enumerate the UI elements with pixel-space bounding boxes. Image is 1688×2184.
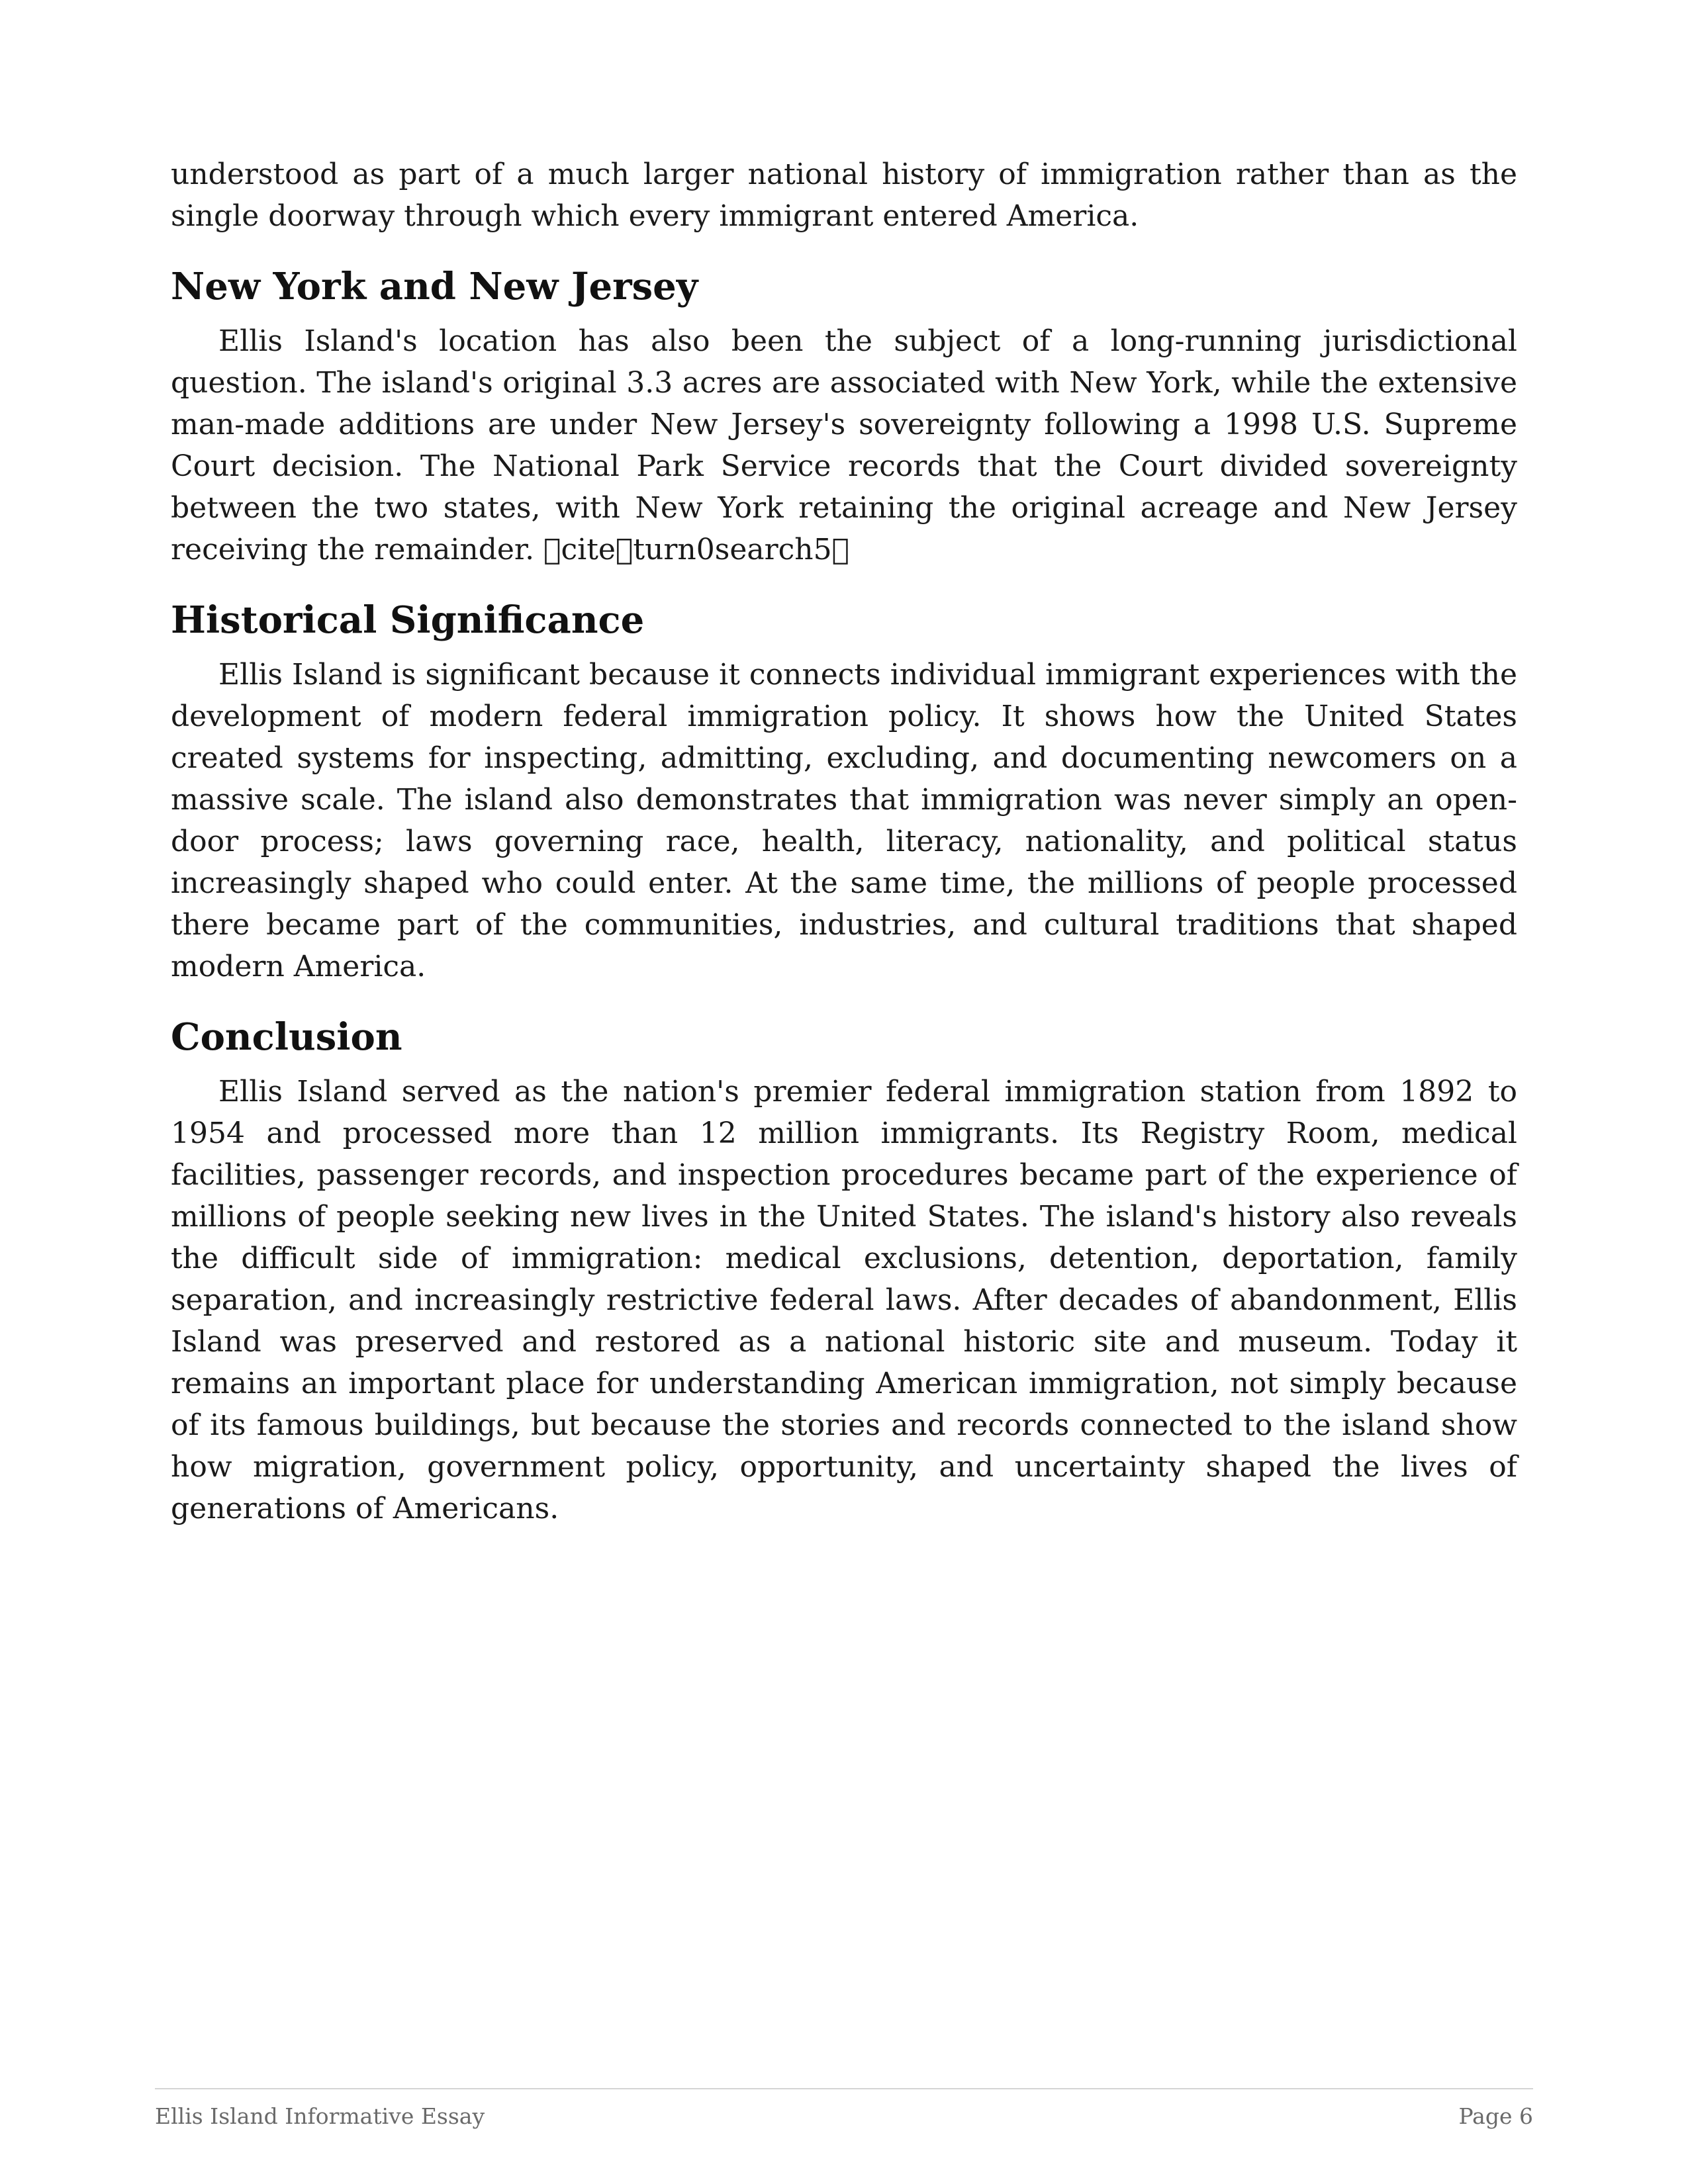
footer-document-title: Ellis Island Informative Essay [155,2103,485,2129]
page-footer [155,2102,1533,2131]
document-body [171,154,1517,1529]
section-paragraph-historical-significance: Ellis Island is significant because it connects individual immigrant experiences with the development of modern federal immigration policy. It shows how the United States created systems for inspecting, admitting, excluding, and documenting newcomers on a massive scale. The island also demonstrates that immigration was never simply an open-door process; laws governing race, health, literacy, nationality, and political status increasingly shaped who could enter. At the same time, the millions of people processed there became part of the communities, industries, and cultural traditions that shaped modern America. [171,658,1517,983]
section-paragraph-new-york-new-jersey: Ellis Island's location has also been the subject of a long-running jurisdictional question. The island's original 3.3 acres are associated with New York, while the extensive man-made additions are under New Jersey's sovereignty following a 1998 U.S. Supreme Court decision. The National Park Service records that the Court divided sovereignty between the two states, with New York retaining the original acreage and New Jersey receiving the remainder. cite turn0search5 [171,324,1517,567]
section-heading-new-york-new-jersey: New York and New Jersey [171,265,698,308]
footer-divider [155,2088,1533,2089]
section-heading-historical-significance: Historical Significance [171,598,645,642]
section-paragraph-conclusion: Ellis Island served as the nation's premier federal immigration station from 1892 to 1954 and processed more than 12 million immigrants. Its Registry Room, medical facilities, passenger records, and inspection procedures became part of the experience of millions of people seeking new lives in the United States. The island's history also reveals the difficult side of immigration: medical exclusions, detention, deportation, family separation, and increasingly restrictive federal laws. After decades of abandonment, Ellis Island was preserved and restored as a national historic site and museum. Today it remains an important place for understanding American immigration, not simply because of its famous buildings, but because the stories and records connected to the island show how migration, government policy, opportunity, and uncertainty shaped the lives of generations of Americans. [171,1075,1517,1525]
section-heading-conclusion: Conclusion [171,1015,402,1059]
footer-page-number: Page 6 [1458,2103,1533,2129]
intro-continuation-paragraph: understood as part of a much larger national history of immigration rather than as the single doorway through which every immigrant entered America. [171,158,1517,233]
